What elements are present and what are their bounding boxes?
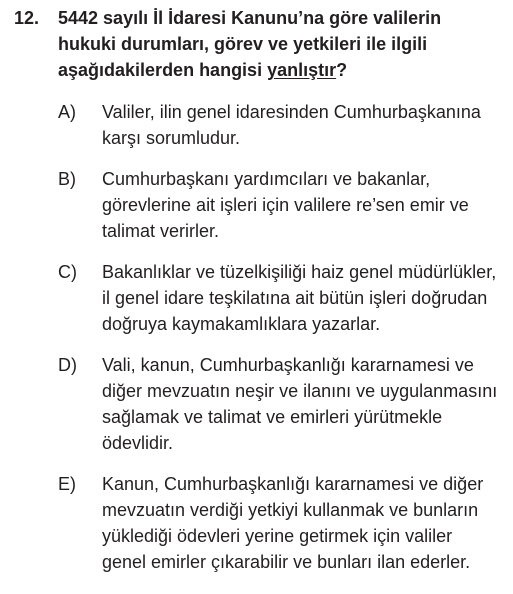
option-b[interactable]	[58, 166, 501, 244]
question-mark: ?	[336, 60, 348, 80]
option-a[interactable]	[58, 99, 501, 151]
question-number: 12.	[14, 8, 40, 28]
option-letter: C)	[58, 262, 77, 282]
option-letter: D)	[58, 355, 77, 375]
option-text: Vali, kanun, Cumhurbaşkanlığı kararnamesi ve diğer mevzuatın neşir ve ilanını ve uygulanmasını sağlamak ve talimat ve emirleri yürütmekle ödevlidir.	[102, 355, 498, 453]
option-d[interactable]	[58, 352, 501, 456]
option-text: Bakanlıklar ve tüzelkişiliği haiz genel müdürlükler, il genel idare teşkilatına ait bütün işleri doğrudan doğruya kaymakamlıklara yazarlar.	[102, 262, 497, 334]
question-text	[58, 5, 501, 83]
option-e[interactable]	[58, 471, 501, 575]
option-letter: A)	[58, 102, 76, 122]
question-stem: 5442 sayılı İl İdaresi Kanunu’na göre valilerin hukuki durumları, görev ve yetkileri ile ilgili aşağıdakilerden hangisi	[58, 8, 442, 80]
option-text: Valiler, ilin genel idaresinden Cumhurbaşkanına karşı sorumludur.	[102, 102, 481, 148]
option-c[interactable]	[58, 259, 501, 337]
answer-options	[58, 99, 501, 575]
option-text: Kanun, Cumhurbaşkanlığı kararnamesi ve diğer mevzuatın verdiği yetkiyi kullanmak ve bunların yüklediği ödevleri yerine getirmek için valiler genel emirler çıkarabilir ve bunları ilan ederler.	[102, 474, 484, 572]
question-emphasis: yanlıştır	[267, 60, 337, 80]
option-letter: E)	[58, 474, 76, 494]
question	[14, 5, 501, 83]
option-letter: B)	[58, 169, 76, 189]
option-text: Cumhurbaşkanı yardımcıları ve bakanlar, görevlerine ait işleri için valilere re’sen emir ve talimat verirler.	[102, 169, 469, 241]
